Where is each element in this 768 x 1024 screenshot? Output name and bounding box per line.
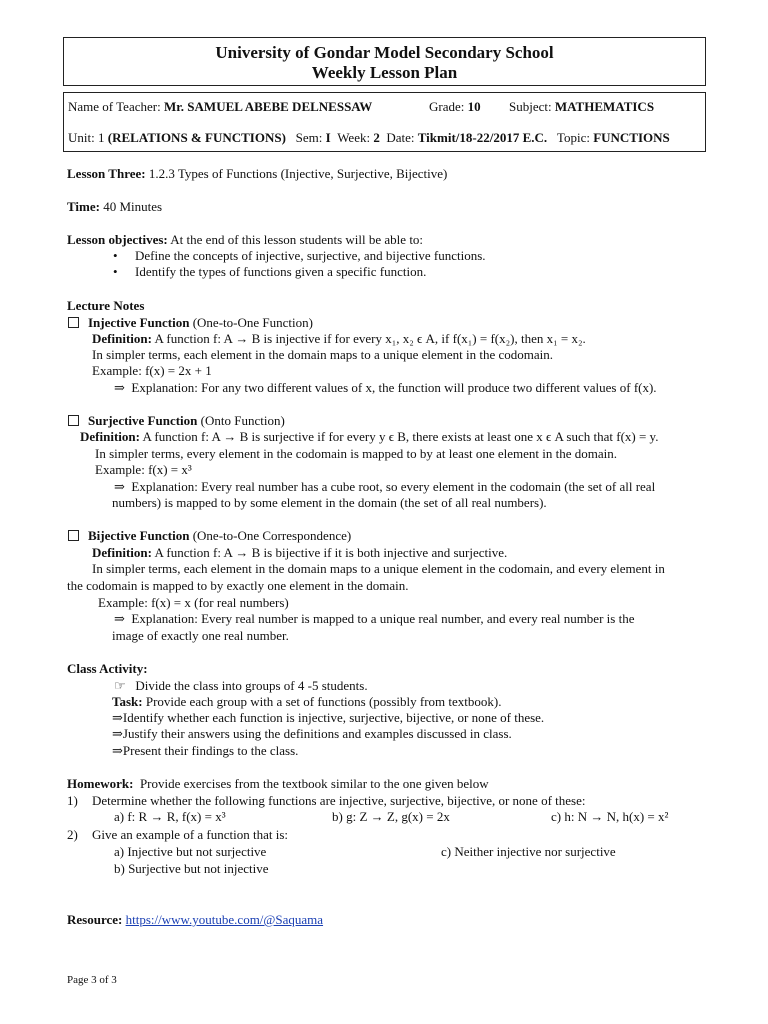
bijective-title: Bijective Function [88,528,190,543]
topic-value: FUNCTIONS [593,130,670,145]
sem-label: Sem: [295,130,323,145]
time-line [67,199,162,215]
unit-value: (RELATIONS & FUNCTIONS) [107,130,286,145]
grade-label: Grade: [429,99,465,114]
homework-q2b: b) Surjective but not injective [114,861,269,876]
topic-label: Topic: [556,130,590,145]
injective-definition [92,331,586,347]
bijective-explanation-cont: image of exactly one real number. [112,628,289,643]
task-label: Task: [112,694,143,709]
explanation-text: Explanation: Every real number is mapped to a unique real number, and every real number is the [131,611,635,626]
hand-pointer-icon: ☞ [114,678,126,693]
week-label: Week: [337,130,371,145]
homework-line [67,776,489,792]
homework-q2: Give an example of a function that is: [92,827,289,842]
homework-text: Provide exercises from the textbook similar to the one given below [139,776,489,791]
bijective-definition [92,545,507,561]
bijective-subtitle: (One-to-One Correspondence) [192,528,352,543]
objectives-text: At the end of this lesson students will be able to: [170,232,424,247]
subject-row [509,99,654,115]
step-text: Identify whether each function is injective, surjective, bijective, or none of these. [122,710,545,725]
checkbox-square-icon [68,530,79,541]
teacher-label: Name of Teacher: [68,99,161,114]
resource-link[interactable]: https://www.youtube.com/@Saquama [125,912,324,927]
definition-label: Definition: [80,429,140,444]
activity-step [112,743,298,759]
time-label: Time: [67,199,100,214]
injective-heading [68,315,313,331]
surjective-explanation [114,479,655,495]
objectives-label: Lesson objectives: [67,232,168,247]
subject-value: MATHEMATICS [554,99,655,114]
activity-divide-text: Divide the class into groups of 4 -5 students. [135,678,368,693]
task-text: Provide each group with a set of functions (possibly from textbook). [145,694,502,709]
definition-text: A function f: A → B is bijective if it is both injective and surjective. [154,545,508,560]
surjective-definition [80,429,658,445]
activity-step [112,710,544,726]
grade-row [429,99,481,115]
surjective-subtitle: (Onto Function) [200,413,285,428]
resource-line [67,912,323,928]
definition-text: A function f: A → B is injective if for every x₁, x₂ ϵ A, if f(x₁) = f(x₂), then x₁ = x₂. [154,331,586,346]
checkbox-square-icon [68,317,79,328]
bijective-simpler: In simpler terms, each element in the domain maps to a unique element in the codomain, and every element in [92,561,665,576]
implies-arrow-icon: ⇒ [114,611,125,626]
injective-title: Injective Function [88,315,190,330]
homework-label: Homework: [67,776,134,791]
lesson-text: 1.2.3 Types of Functions (Injective, Surjective, Bijective) [148,166,448,181]
definition-label: Definition: [92,331,152,346]
date-label: Date: [386,130,415,145]
injective-subtitle: (One-to-One Function) [192,315,313,330]
homework-q1c: c) h: N → N, h(x) = x² [551,809,669,824]
objective-item: • Define the concepts of injective, surjective, and bijective functions. [135,248,486,264]
definition-text: A function f: A → B is surjective if for every y ϵ B, there exists at least one x ϵ A such that f(x) = y. [142,429,659,444]
objectives-line [67,232,423,248]
objective-item: • Identify the types of functions given a specific function. [135,264,426,280]
header-box [63,37,706,86]
surjective-example: Example: f(x) = x³ [95,462,192,477]
bijective-example: Example: f(x) = x (for real numbers) [98,595,289,610]
homework-q1: Determine whether the following functions are injective, surjective, bijective, or none of these: [92,793,586,808]
subject-label: Subject: [509,99,552,114]
step-text: Justify their answers using the definitions and examples discussed in class. [122,726,512,741]
definition-label: Definition: [92,545,152,560]
activity-divide [114,678,368,694]
homework-q1a: a) f: R → R, f(x) = x³ [114,809,226,824]
surjective-explanation-cont: numbers) is mapped to by some element in the domain (the set of all real numbers). [112,495,547,510]
info-box [63,92,706,152]
surjective-simpler: In simpler terms, every element in the codomain is mapped to by at least one element in the domain. [95,446,618,461]
teacher-name: Mr. SAMUEL ABEBE DELNESSAW [163,99,373,114]
sem-value: I [325,130,331,145]
surjective-title: Surjective Function [88,413,198,428]
step-text: Present their findings to the class. [122,743,299,758]
lesson-label: Lesson Three: [67,166,146,181]
injective-example: Example: f(x) = 2x + 1 [92,363,212,378]
activity-step [112,726,512,742]
bijective-simpler-cont: the codomain is mapped to by exactly one element in the domain. [67,578,409,593]
implies-arrow-icon: ⇒ [112,710,123,725]
homework-q1-num: 1) [67,793,78,808]
class-activity-label: Class Activity: [67,661,148,676]
grade-value: 10 [467,99,481,114]
implies-arrow-icon: ⇒ [112,743,123,758]
homework-q2-num: 2) [67,827,78,842]
injective-explanation [114,380,657,396]
implies-arrow-icon: ⇒ [114,479,125,494]
time-text: 40 Minutes [103,199,163,214]
lecture-notes-heading: Lecture Notes [67,298,145,313]
implies-arrow-icon: ⇒ [112,726,123,741]
plan-title: Weekly Lesson Plan [311,63,458,82]
lesson-line [67,166,447,182]
implies-arrow-icon: ⇒ [114,380,125,395]
unit-row [68,130,670,146]
homework-q2a: a) Injective but not surjective [114,844,267,859]
page-number: Page 3 of 3 [67,974,117,986]
school-name: University of Gondar Model Secondary School [215,43,554,62]
homework-q2c: c) Neither injective nor surjective [441,844,616,859]
checkbox-square-icon [68,415,79,426]
teacher-row [68,99,372,115]
injective-simpler: In simpler terms, each element in the domain maps to a unique element in the codomain. [92,347,554,362]
week-value: 2 [373,130,380,145]
resource-label: Resource: [67,912,123,927]
surjective-heading [68,413,285,429]
date-value: Tikmit/18-22/2017 E.C. [417,130,548,145]
explanation-text: Explanation: Every real number has a cube root, so every element in the codomain (the set of all real [131,479,656,494]
explanation-text: Explanation: For any two different values of x, the function will produce two different values of f(x). [131,380,657,395]
bijective-explanation [114,611,634,627]
bijective-heading [68,528,351,544]
homework-q1b: b) g: Z → Z, g(x) = 2x [332,809,450,824]
activity-task [112,694,502,710]
unit-label: Unit: 1 [68,130,105,145]
